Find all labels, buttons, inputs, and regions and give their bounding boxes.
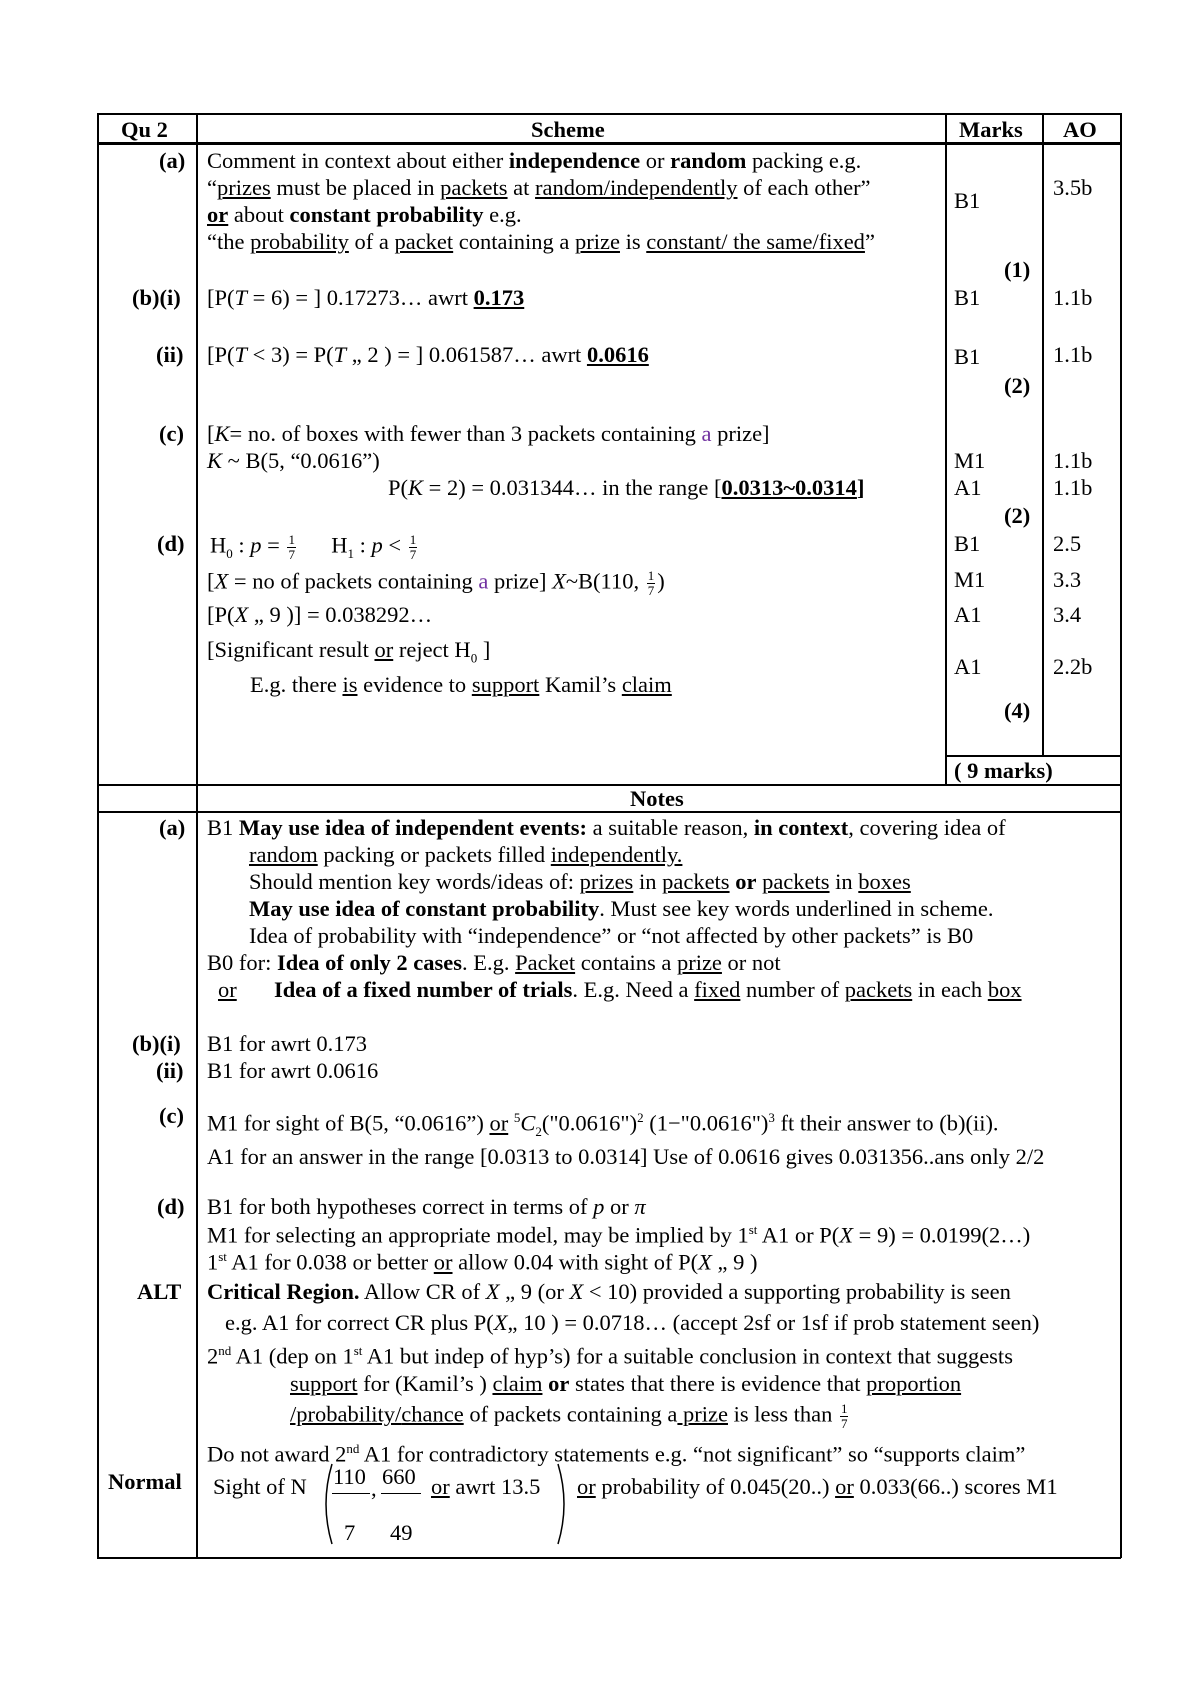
- ao-d3: 3.4: [1053, 602, 1082, 627]
- text: or: [640, 148, 671, 173]
- notes-alt-line4: [290, 1373, 961, 1396]
- text: must be placed in: [270, 175, 441, 200]
- text: X: [839, 1222, 854, 1248]
- text: st: [353, 1343, 363, 1358]
- text: for (Kamil’s ): [357, 1371, 493, 1396]
- text: or: [218, 977, 237, 1002]
- text: . Must see key words underlined in scheme.: [599, 896, 994, 921]
- notes-label-d: (d): [157, 1194, 185, 1219]
- notes-alt-line3: [207, 1344, 1013, 1368]
- ao-c2: 1.1b: [1053, 475, 1093, 500]
- text: is less than: [727, 1401, 838, 1427]
- text: a: [701, 421, 712, 446]
- mark-total: ( 9 marks): [954, 758, 1053, 783]
- text: allow 0.04 with sight of P(: [452, 1249, 699, 1275]
- text: May use idea of constant probability: [249, 896, 600, 921]
- text: or: [433, 1249, 453, 1275]
- text: ]: [477, 637, 491, 662]
- notes-a-line6: [207, 952, 781, 975]
- text: constant/ the same/fixed: [646, 229, 865, 254]
- normal-den2: 49: [390, 1520, 413, 1545]
- notes-bi: B1 for awrt 0.173: [207, 1031, 367, 1056]
- notes-c-line2: A1 for an answer in the range [0.0313 to 0.0314] Use of 0.0616 gives 0.031356..ans only 2/2: [207, 1144, 1045, 1169]
- text: . E.g. Need a: [572, 977, 695, 1002]
- table-bottom-border: [97, 1557, 1121, 1559]
- text: 0.0616: [586, 342, 649, 367]
- text: claim: [621, 672, 672, 697]
- text: 0.033(66..) scores M1: [853, 1474, 1058, 1499]
- text: ”: [864, 229, 875, 254]
- text: at: [507, 175, 536, 200]
- text: support: [290, 1371, 358, 1396]
- notes-label-c: (c): [159, 1103, 184, 1128]
- notes-a-line1: [207, 817, 1006, 840]
- text: = 2) = 0.031344… in the range [: [423, 475, 722, 500]
- fraction: [840, 1402, 849, 1430]
- text: independence: [508, 148, 641, 173]
- text: B1 for both hypotheses correct in terms of: [207, 1194, 594, 1219]
- text: X: [214, 568, 229, 594]
- text: 1: [409, 532, 417, 547]
- header-ao: AO: [1063, 117, 1097, 142]
- notes-a-line4: [249, 898, 994, 921]
- text: prizes: [217, 175, 271, 200]
- text: 2: [637, 1110, 644, 1125]
- notes-d-line3: [207, 1250, 758, 1274]
- text: < 10) provided a supporting probability is seen: [583, 1279, 1011, 1304]
- text: e.g. A1 for correct CR plus P(: [225, 1310, 494, 1335]
- scheme-d-conclusion: [250, 674, 672, 697]
- text: Critical Region.: [207, 1279, 360, 1304]
- notes-d-line2: [207, 1223, 1030, 1247]
- text: 7: [840, 1415, 848, 1431]
- normal-comma: ,: [371, 1476, 377, 1501]
- normal-frac-bar2: [381, 1493, 421, 1494]
- text: 3: [768, 1110, 775, 1125]
- notes-alt-line5: [290, 1402, 850, 1430]
- text: M1 for sight of B(5, “0.0616”): [207, 1110, 490, 1136]
- text: prize]: [488, 568, 553, 594]
- text: Kamil’s: [539, 672, 622, 697]
- text: 1: [840, 1401, 848, 1416]
- scheme-a-line4: [207, 231, 875, 254]
- notes-a-line7-text: [274, 979, 1022, 1002]
- text: <: [382, 532, 407, 558]
- scheme-c-line1: [207, 423, 770, 446]
- text: st: [218, 1249, 227, 1264]
- header-bottom-border: [97, 142, 1121, 145]
- text: or: [835, 1474, 854, 1499]
- text: C: [520, 1110, 536, 1136]
- text: of a: [348, 229, 395, 254]
- text: P(: [388, 475, 409, 500]
- text: B0 for:: [207, 950, 277, 975]
- table-left-border: [97, 113, 99, 1558]
- text: number of: [740, 977, 845, 1002]
- normal-den1: 7: [344, 1520, 356, 1545]
- text: prizes: [579, 869, 634, 894]
- text: or: [489, 1110, 509, 1136]
- text: box: [987, 977, 1022, 1002]
- text: 1: [647, 568, 655, 583]
- text: is: [619, 229, 647, 254]
- text: or: [577, 1474, 596, 1499]
- normal-num2: 660: [382, 1464, 416, 1489]
- text: “the: [207, 229, 251, 254]
- mark-d-total: (4): [1004, 698, 1031, 723]
- notes-ii: B1 for awrt 0.0616: [207, 1058, 379, 1083]
- text: :: [353, 532, 372, 558]
- normal-bracket-right: [554, 1462, 574, 1546]
- text: A1 for 0.038 or better: [226, 1249, 434, 1275]
- text: K: [207, 448, 223, 473]
- text: X: [485, 1279, 500, 1304]
- text: H: [331, 532, 348, 558]
- scheme-c-line3: [388, 477, 864, 500]
- scheme-a-line1: [207, 150, 861, 173]
- table-top-border: [97, 113, 1121, 115]
- text: [: [207, 568, 215, 594]
- text: proportion: [866, 1371, 962, 1396]
- scheme-a-line2: [207, 177, 871, 200]
- text: claim: [492, 1371, 543, 1396]
- text: X: [569, 1279, 584, 1304]
- text: X: [493, 1310, 508, 1335]
- text: May use idea of independent events:: [238, 815, 588, 840]
- ao-d1: 2.5: [1053, 531, 1082, 556]
- marks-ao-border: [1042, 113, 1044, 755]
- text: [: [207, 421, 215, 446]
- normal-rest-a: [431, 1476, 540, 1499]
- text: A1 (dep on 1: [231, 1343, 354, 1369]
- mark-a-total: (1): [1004, 257, 1031, 282]
- text: = 6) = ] 0.17273… awrt: [247, 285, 474, 310]
- text: packets: [844, 977, 913, 1002]
- marks-total-top-border: [946, 755, 1121, 757]
- text: ]: [856, 475, 865, 500]
- fraction: [287, 533, 296, 561]
- notes-label-bi: (b)(i): [132, 1031, 181, 1056]
- text: Allow CR of: [359, 1279, 486, 1304]
- ao-bi: 1.1b: [1053, 285, 1093, 310]
- text: nd: [218, 1343, 232, 1358]
- text: fixed: [694, 977, 741, 1002]
- text: < 3) = P(: [247, 342, 334, 367]
- notes-a-line7: [218, 979, 237, 1002]
- text: nd: [346, 1441, 360, 1456]
- mark-ii: B1: [954, 344, 981, 369]
- text: 0.173: [473, 285, 525, 310]
- text: packing e.g.: [746, 148, 862, 173]
- ao-a: 3.5b: [1053, 175, 1093, 200]
- text: = no of packets containing: [228, 568, 479, 594]
- text: or: [735, 869, 757, 894]
- part-label-c: (c): [159, 421, 184, 446]
- text: packet: [394, 229, 454, 254]
- text: 7: [409, 546, 417, 562]
- text: K: [408, 475, 424, 500]
- text: B1: [207, 815, 239, 840]
- text: = 9) = 0.0199(2…): [853, 1222, 1031, 1248]
- text: packets: [440, 175, 508, 200]
- text: prize: [676, 950, 722, 975]
- fraction: [409, 533, 418, 561]
- text: [P(: [207, 285, 235, 310]
- text: prize: [677, 1401, 728, 1427]
- text: 1: [207, 1249, 219, 1275]
- notes-label-normal: Normal: [108, 1469, 182, 1494]
- text: containing a: [453, 229, 576, 254]
- scheme-bottom-border: [97, 784, 1121, 786]
- text: „ 9 ): [711, 1249, 758, 1275]
- fraction: [647, 569, 656, 597]
- text: in: [633, 869, 663, 894]
- text: packets: [762, 869, 830, 894]
- text: or: [207, 202, 229, 227]
- text: „ 9 )] = 0.038292…: [248, 602, 433, 627]
- mark-d4: A1: [954, 654, 982, 679]
- text: 0: [470, 650, 478, 666]
- text: 5: [513, 1110, 521, 1125]
- text: or: [548, 1371, 570, 1396]
- text: X: [552, 568, 566, 594]
- mark-d3: A1: [954, 602, 982, 627]
- text: Packet: [515, 950, 576, 975]
- text: 1: [288, 532, 295, 547]
- scheme-marks-border: [945, 113, 947, 785]
- text: T: [234, 342, 248, 367]
- mark-b-total: (2): [1004, 373, 1031, 398]
- notes-label-alt: ALT: [137, 1279, 182, 1304]
- text: ~B(110,: [565, 568, 645, 594]
- text: awrt 13.5: [449, 1474, 541, 1499]
- text: „ 10 ) = 0.0718… (accept 2sf or 1sf if prob statement seen): [507, 1310, 1040, 1335]
- notes-a-line5: Idea of probability with “independence” or “not affected by other packets” is B0: [249, 923, 974, 948]
- text: random: [249, 842, 318, 867]
- text: contains a: [575, 950, 677, 975]
- notes-a-line2: [249, 844, 682, 867]
- text: probability: [250, 229, 349, 254]
- ao-d4: 2.2b: [1053, 654, 1093, 679]
- text: a: [478, 568, 489, 594]
- text: π: [634, 1194, 646, 1219]
- text: boxes: [858, 869, 911, 894]
- label-column-border: [196, 113, 198, 1558]
- text: prize]: [711, 421, 770, 446]
- text: a suitable reason,: [587, 815, 754, 840]
- part-label-a: (a): [159, 148, 186, 173]
- text: 0: [226, 545, 233, 561]
- notes-alt-line1: [207, 1281, 1011, 1304]
- text: about: [228, 202, 290, 227]
- text: e.g.: [483, 202, 522, 227]
- notes-normal-line2: [213, 1476, 307, 1499]
- part-label-ii: (ii): [156, 342, 184, 367]
- text: (1−"0.0616"): [643, 1110, 769, 1136]
- text: „ 9 (or: [499, 1279, 570, 1304]
- text: [Significant result: [207, 637, 375, 662]
- normal-num1: 110: [333, 1464, 366, 1489]
- text: 1: [347, 545, 354, 561]
- text: =: [261, 532, 286, 558]
- text: evidence to: [357, 672, 472, 697]
- text: constant probability: [289, 202, 484, 227]
- text: A1 or P(: [757, 1222, 840, 1248]
- notes-title: Notes: [630, 786, 684, 811]
- text: A1 but indep of hyp’s) for a suitable conclusion in context that suggests: [362, 1343, 1013, 1369]
- text: T: [234, 285, 248, 310]
- normal-rest-b: [577, 1476, 1058, 1499]
- text: or: [431, 1474, 450, 1499]
- mark-a: B1: [954, 188, 981, 213]
- text: 0.0313~0.0314: [721, 475, 857, 500]
- text: support: [471, 672, 540, 697]
- scheme-c-line2: [207, 450, 380, 473]
- text: 2: [207, 1343, 219, 1369]
- text: random: [670, 148, 747, 173]
- scheme-bi: [207, 287, 524, 310]
- text: 2: [535, 1124, 542, 1139]
- text: K: [214, 421, 230, 446]
- part-label-bi: (b)(i): [132, 285, 181, 310]
- text: independently.: [550, 842, 683, 867]
- text: in each: [912, 977, 988, 1002]
- text: Idea of only 2 cases: [277, 950, 462, 975]
- text: H: [210, 532, 227, 558]
- text: = no. of boxes with fewer than 3 packets containing: [229, 421, 702, 446]
- header-scheme: Scheme: [531, 117, 605, 142]
- notes-label-ii: (ii): [156, 1058, 184, 1083]
- text: or: [374, 637, 394, 662]
- text: „ 2 ) = ] 0.061587… awrt: [346, 342, 587, 367]
- text: probability of 0.045(20..): [595, 1474, 836, 1499]
- notes-d-line1: [207, 1196, 646, 1219]
- normal-frac-bar1: [332, 1493, 370, 1494]
- notes-a-line3: [249, 871, 911, 894]
- mark-bi: B1: [954, 285, 981, 310]
- text: :: [232, 532, 251, 558]
- text: T: [333, 342, 347, 367]
- text: of each other”: [737, 175, 871, 200]
- notes-label-a: (a): [159, 815, 186, 840]
- text: A1 for contradictory statements e.g. “not significant” so “supports claim”: [359, 1441, 1026, 1467]
- mark-d1: B1: [954, 531, 981, 556]
- text: [P(: [207, 342, 235, 367]
- text: p: [371, 532, 383, 558]
- text: st: [748, 1222, 758, 1237]
- text: random/independently: [535, 175, 738, 200]
- part-label-d: (d): [157, 531, 185, 556]
- scheme-d-model: [X = no of packets containing a prize] X~B(110, $\frac{1}{7}$ ): [207, 568, 665, 598]
- text: states that there is evidence that: [569, 1371, 867, 1396]
- text: or: [604, 1194, 635, 1219]
- notes-c-line1: [207, 1111, 999, 1138]
- scheme-d-significant: [207, 639, 490, 665]
- text: X: [234, 602, 249, 627]
- text: X: [698, 1249, 712, 1275]
- table-right-border: [1120, 113, 1122, 1558]
- mark-c1: M1: [954, 448, 986, 473]
- mark-d2: M1: [954, 567, 986, 592]
- text: ("0.0616"): [541, 1110, 638, 1136]
- scheme-d-hypotheses: [210, 533, 419, 561]
- text: of packets containing a: [463, 1401, 678, 1427]
- text: chance: [401, 1401, 464, 1427]
- text: or not: [721, 950, 781, 975]
- text: . E.g.: [462, 950, 516, 975]
- mark-c-total: (2): [1004, 503, 1031, 528]
- notes-title-bottom-border: [97, 811, 1121, 813]
- text: Comment in context about either: [207, 148, 509, 173]
- header-qu: Qu 2: [121, 117, 168, 142]
- text: ft their answer to (b)(ii).: [774, 1110, 999, 1136]
- ao-d2: 3.3: [1053, 567, 1082, 592]
- text: Do not award 2: [207, 1441, 347, 1467]
- text: p: [593, 1194, 605, 1219]
- text: Sight of N: [213, 1474, 307, 1499]
- text: prize: [575, 229, 620, 254]
- text: reject H: [393, 637, 471, 662]
- text: “: [207, 175, 217, 200]
- header-marks: Marks: [959, 117, 1023, 142]
- text: packing or packets filled: [317, 842, 551, 867]
- mark-c2: A1: [954, 475, 982, 500]
- text: [P(: [207, 602, 235, 627]
- text: Idea of a fixed number of trials: [274, 977, 573, 1002]
- text: in context: [753, 815, 849, 840]
- text: is: [342, 672, 358, 697]
- text: M1 for selecting an appropriate model, may be implied by 1: [207, 1222, 749, 1248]
- scheme-d-prob: [207, 604, 432, 627]
- ao-c1: 1.1b: [1053, 448, 1093, 473]
- ao-ii: 1.1b: [1053, 342, 1093, 367]
- notes-alt-line2: [225, 1312, 1039, 1335]
- text: packets: [662, 869, 730, 894]
- text: ~ B(5, “0.0616”): [222, 448, 380, 473]
- text: p: [250, 532, 262, 558]
- text: 7: [647, 582, 655, 598]
- text: in: [829, 869, 859, 894]
- text: , covering idea of: [848, 815, 1006, 840]
- scheme-a-line3: [207, 204, 522, 227]
- text: 7: [288, 546, 295, 562]
- scheme-ii: [207, 344, 649, 367]
- text: E.g. there: [250, 672, 343, 697]
- text: /probability/: [290, 1401, 402, 1427]
- text: Should mention key words/ideas of:: [249, 869, 580, 894]
